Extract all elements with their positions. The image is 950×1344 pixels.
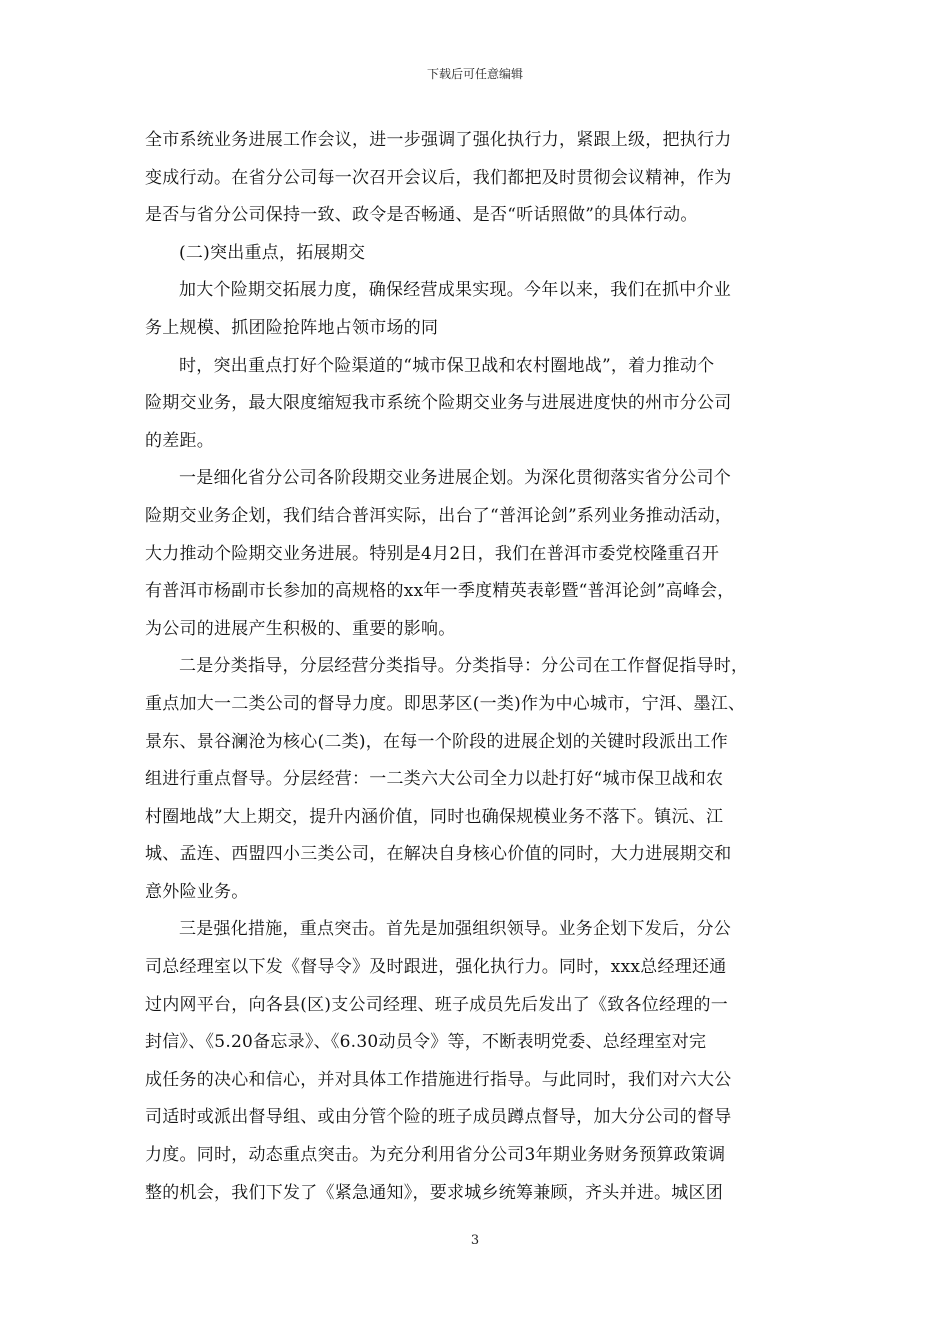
text-line: 过内网平台，向各县(区)支公司经理、班子成员先后发出了《致各位经理的一	[145, 994, 729, 1015]
text-line: 司总经理室以下发《督导令》及时跟进，强化执行力。同时，xxx总经理还通	[145, 957, 727, 978]
text-line: 有普洱市杨副市长参加的高规格的xx年一季度精英表彰暨“普洱论剑”高峰会，	[145, 581, 735, 602]
text-line: 大力推动个险期交业务进展。特别是4月2日，我们在普洱市委党校隆重召开	[145, 543, 720, 564]
text-line: 封信》、《5.20备忘录》、《6.30动员令》等，不断表明党委、总经理室对完	[145, 1032, 707, 1053]
text-line: 成任务的决心和信心，并对具体工作措施进行指导。与此同时，我们对六大公	[145, 1069, 732, 1090]
text-line: 城、孟连、西盟四小三类公司，在解决自身核心价值的同时，大力进展期交和	[145, 844, 732, 865]
text-line: 组进行重点督导。分层经营：一二类六大公司全力以赴打好“城市保卫战和农	[145, 769, 724, 790]
text-line: 重点加大一二类公司的督导力度。即思茅区(一类)作为中心城市，宁洱、墨江、	[145, 693, 746, 714]
text-line: 意外险业务。	[145, 881, 249, 902]
text-line: 力度。同时，动态重点突击。为充分利用省分公司3年期业务财务预算政策调	[145, 1145, 726, 1166]
page-header: 下载后可任意编辑	[426, 67, 523, 81]
text-line: 变成行动。在省分公司每一次召开会议后，我们都把及时贯彻会议精神，作为	[145, 167, 732, 188]
text-line: (二)突出重点，拓展期交	[179, 242, 366, 263]
document-body	[145, 122, 807, 1212]
text-line: 险期交业务企划，我们结合普洱实际，出台了“普洱论剑”系列业务推动活动，	[145, 505, 733, 526]
text-line: 时，突出重点打好个险渠道的“城市保卫战和农村圈地战”，着力推动个	[179, 355, 715, 376]
text-line: 景东、景谷澜沧为核心(二类)，在每一个阶段的进展企划的关键时段派出工作	[145, 731, 729, 752]
text-line: 务上规模、抓团险抢阵地占领市场的同	[145, 317, 439, 338]
text-line: 村圈地战”大上期交，提升内涵价值，同时也确保规模业务不落下。镇沅、江	[145, 806, 724, 827]
text-line: 二是分类指导，分层经营分类指导。分类指导：分公司在工作督促指导时，	[179, 656, 749, 677]
text-line: 司适时或派出督导组、或由分管个险的班子成员蹲点督导，加大分公司的督导	[145, 1107, 732, 1128]
text-line: 全市系统业务进展工作会议，进一步强调了强化执行力，紧跟上级，把执行力	[145, 130, 732, 150]
text-line: 加大个险期交拓展力度，确保经营成果实现。今年以来，我们在抓中介业	[179, 280, 731, 301]
text-line: 是否与省分公司保持一致、政令是否畅通、是否“听话照做”的具体行动。	[145, 205, 698, 226]
text-line: 三是强化措施，重点突击。首先是加强组织领导。业务企划下发后，分公	[179, 919, 731, 940]
page-number: 3	[470, 1233, 480, 1248]
text-line: 一是细化省分公司各阶段期交业务进展企划。为深化贯彻落实省分公司个	[179, 468, 731, 489]
text-line: 整的机会，我们下发了《紧急通知》，要求城乡统筹兼顾，齐头并进。城区团	[145, 1182, 723, 1203]
text-line: 险期交业务，最大限度缩短我市系统个险期交业务与进展进度快的州市分公司	[145, 393, 732, 414]
text-line: 为公司的进展产生积极的、重要的影响。	[145, 618, 456, 639]
text-line: 的差距。	[145, 430, 214, 451]
